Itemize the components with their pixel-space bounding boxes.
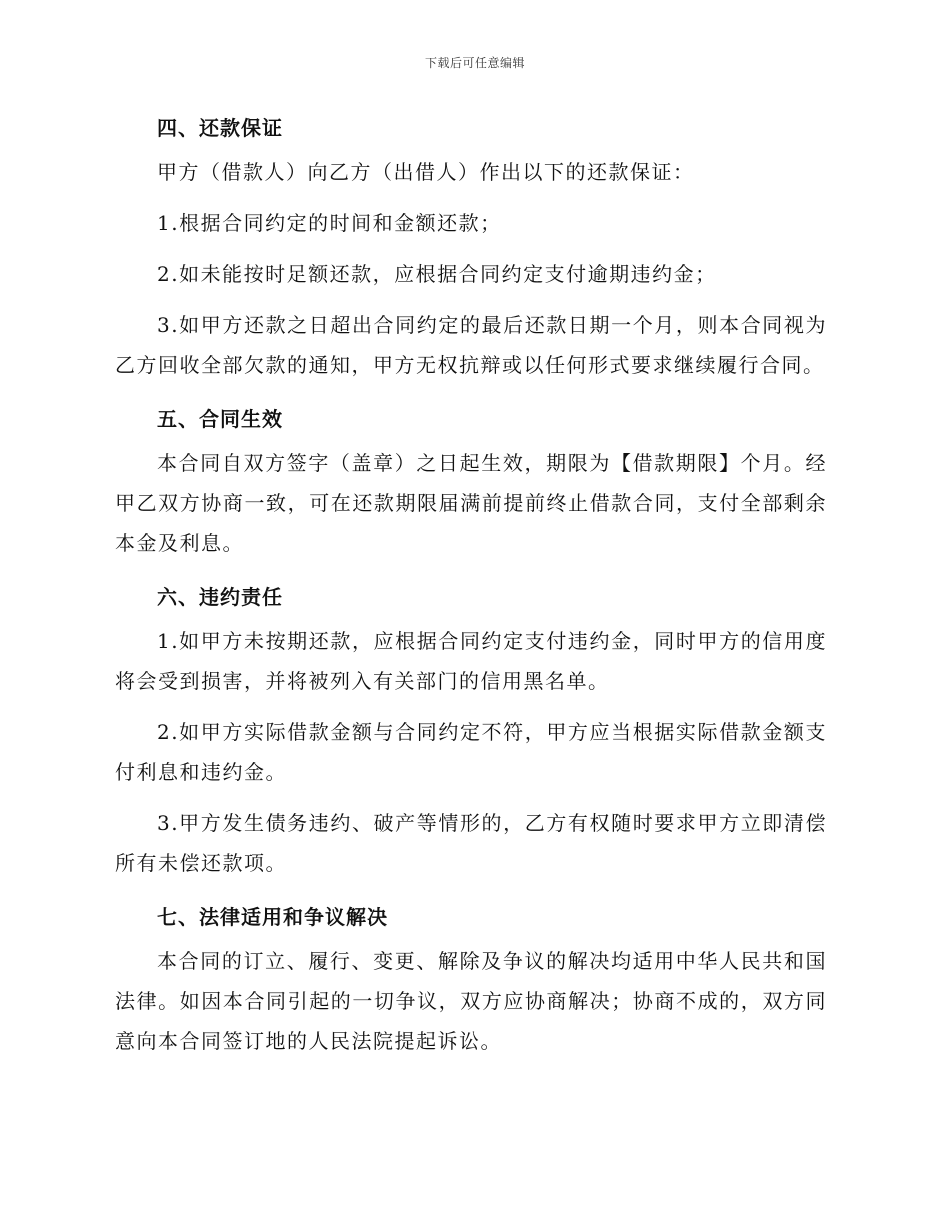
section-heading: 四、还款保证 — [157, 116, 283, 140]
paragraph: 甲方（借款人）向乙方（出借人）作出以下的还款保证： — [157, 160, 695, 184]
section-heading: 六、违约责任 — [157, 585, 283, 609]
paragraph: 3.甲方发生债务违约、破产等情形的，乙方有权随时要求甲方立即清偿所有未偿还款项。 — [115, 811, 827, 875]
section-heading: 七、法律适用和争议解决 — [157, 905, 388, 929]
section-law-and-disputes — [115, 897, 827, 1061]
paragraph: 1.根据合同约定的时间和金额还款； — [157, 211, 502, 235]
paragraph: 3.如甲方还款之日超出合同约定的最后还款日期一个月，则本合同视为乙方回收全部欠款的通知，甲方无权抗辩或以任何形式要求继续履行合同。 — [115, 313, 827, 377]
paragraph: 本合同的订立、履行、变更、解除及争议的解决均适用中华人民共和国法律。如因本合同引起的一切争议，双方应协商解决；协商不成的，双方同意向本合同签订地的人民法院提起诉讼。 — [115, 949, 827, 1053]
section-heading: 五、合同生效 — [157, 407, 283, 431]
paragraph: 1.如甲方未按期还款，应根据合同约定支付违约金，同时甲方的信用度将会受到损害，并将被列入有关部门的信用黑名单。 — [115, 629, 827, 693]
section-breach-liability — [115, 577, 827, 883]
paragraph: 2.如未能按时足额还款，应根据合同约定支付逾期违约金； — [157, 262, 717, 286]
section-contract-effectiveness — [115, 399, 827, 563]
section-repayment-guarantee — [115, 108, 827, 385]
document-body — [115, 108, 827, 1072]
paragraph: 本合同自双方签字（盖章）之日起生效，期限为【借款期限】个月。经甲乙双方协商一致，可在还款期限届满前提前终止借款合同，支付全部剩余本金及利息。 — [115, 451, 827, 555]
paragraph: 2.如甲方实际借款金额与合同约定不符，甲方应当根据实际借款金额支付利息和违约金。 — [115, 720, 827, 784]
header-note: 下载后可任意编辑 — [424, 56, 525, 70]
